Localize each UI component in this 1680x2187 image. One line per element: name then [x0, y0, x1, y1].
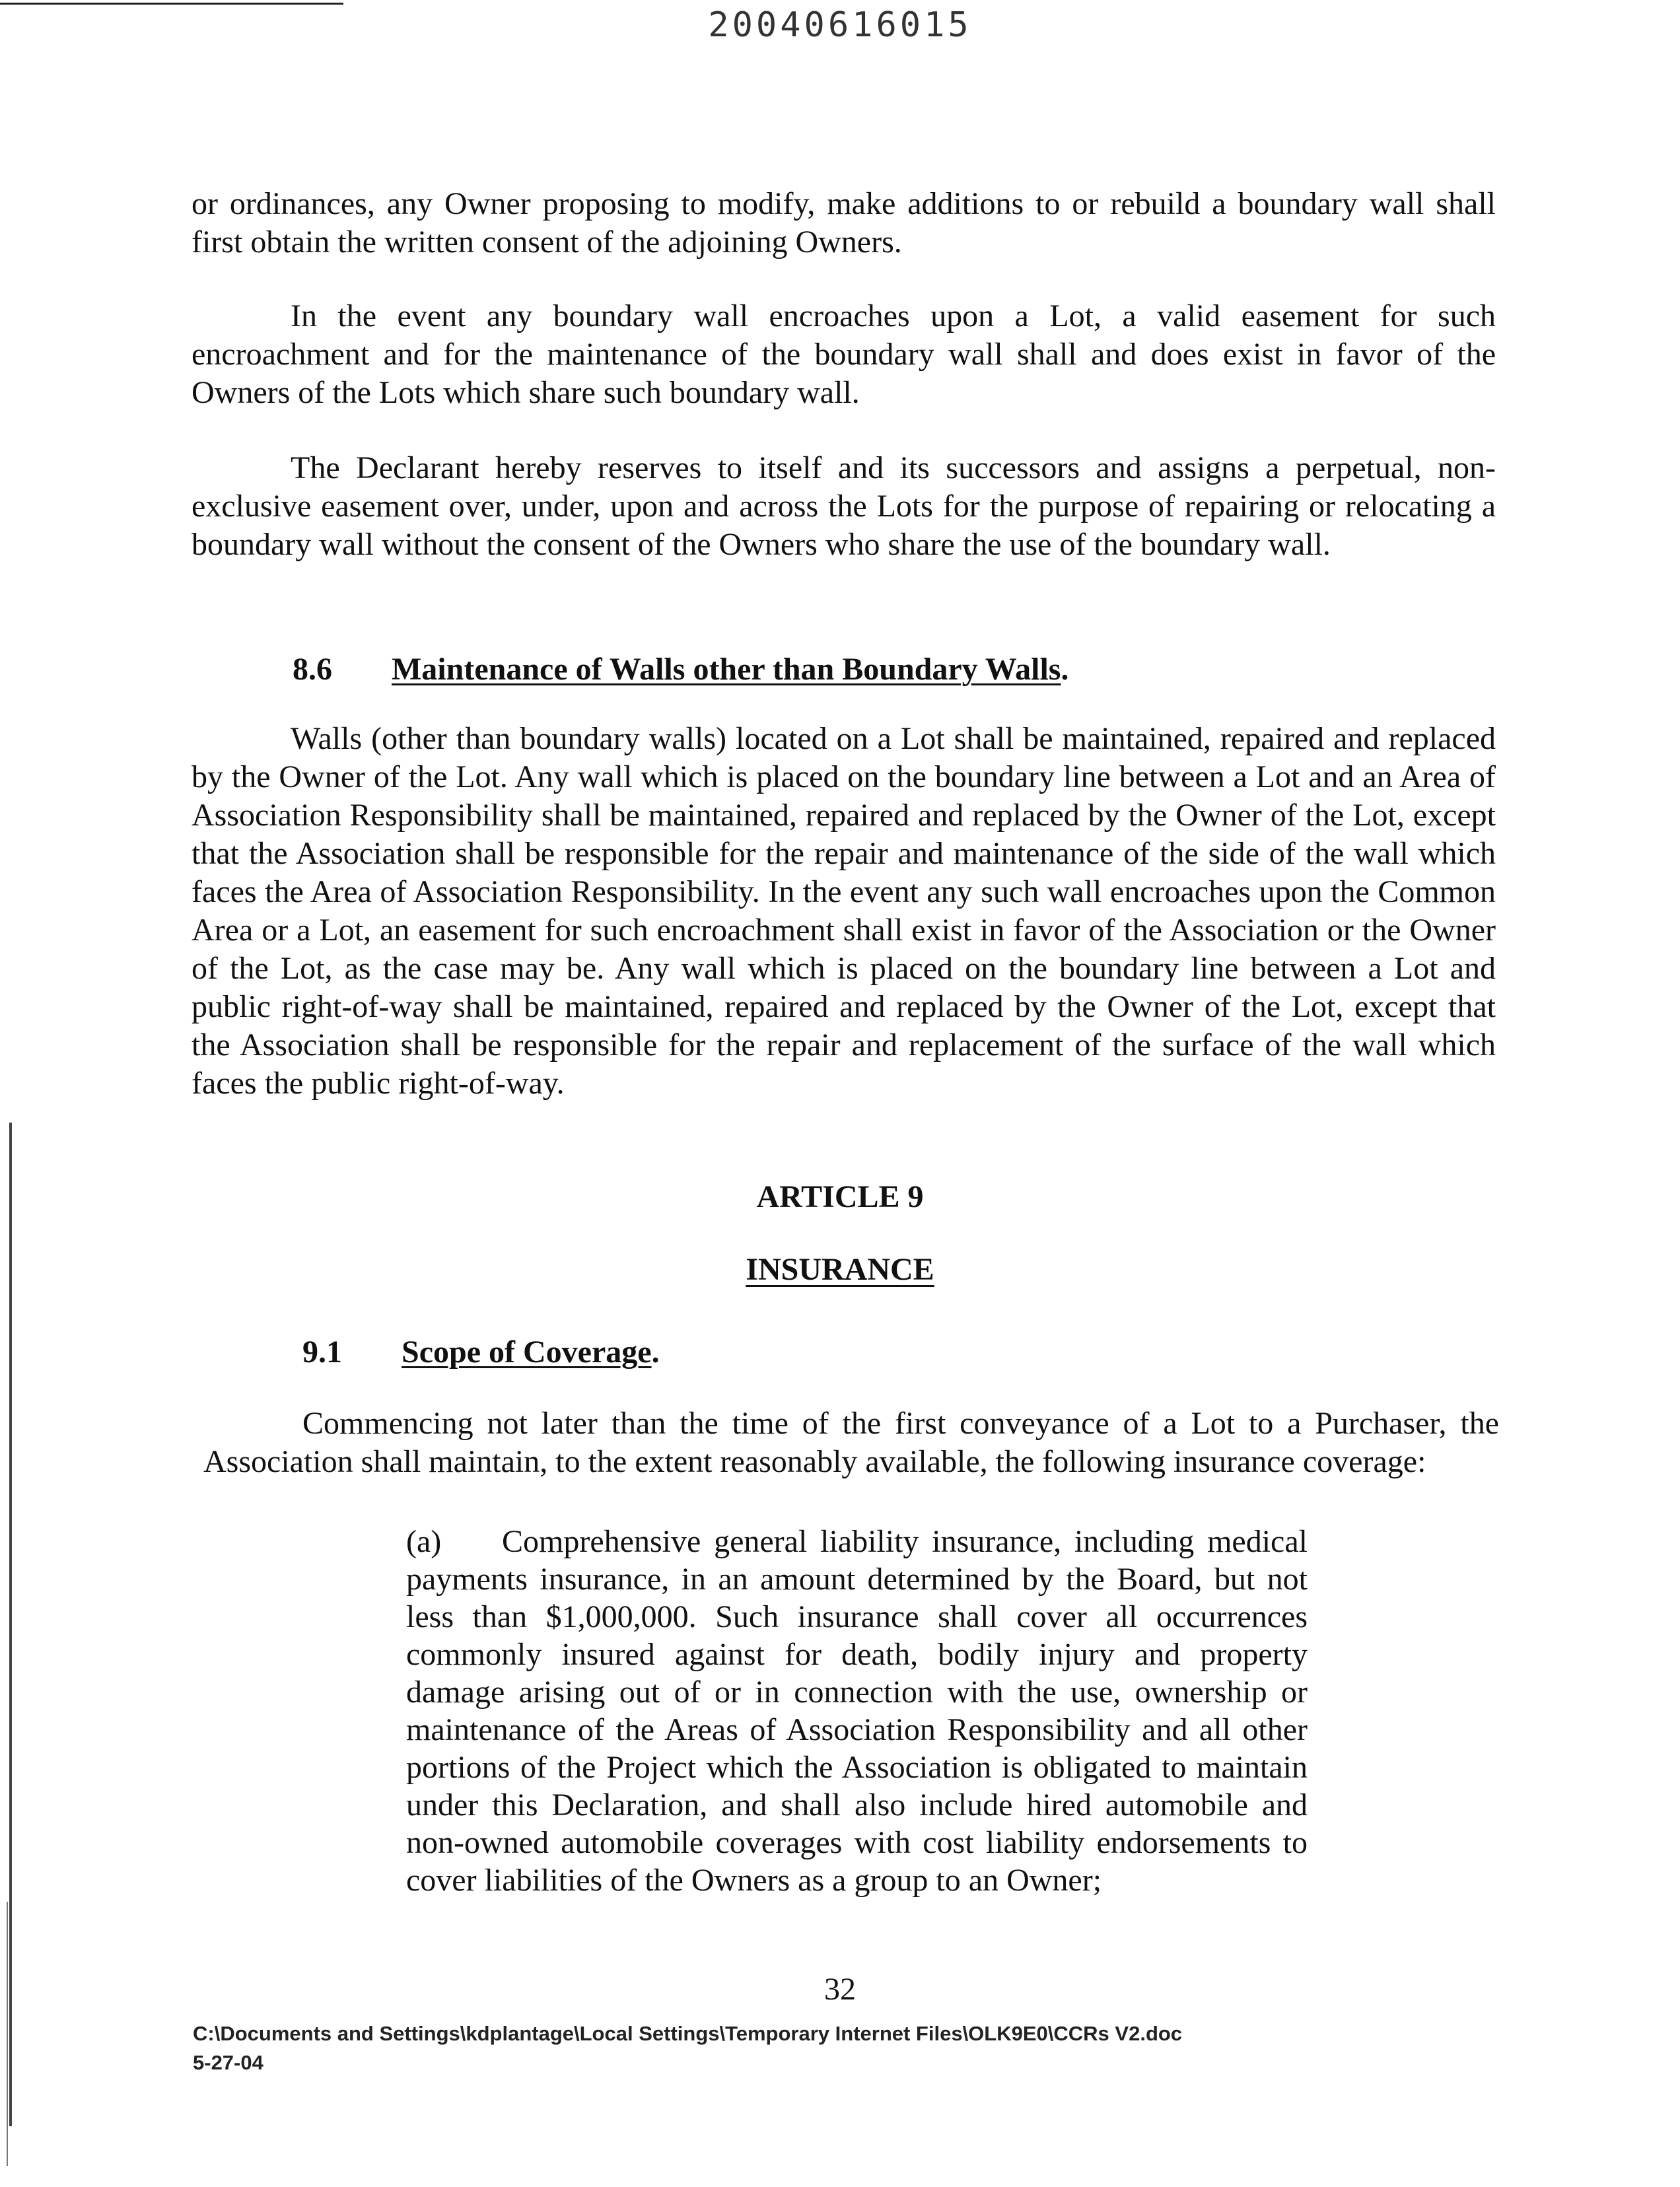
- paragraph-boundary-wall-encroachment: In the event any boundary wall encroaches upon a Lot, a valid easement for such encroachment and for the maintenance of the boundary wall shall and does exist in favor of the Owners of the Lots which share such boundary wall.: [192, 298, 1496, 410]
- article-label: ARTICLE 9: [756, 1179, 924, 1214]
- section-title-period: .: [651, 1335, 660, 1370]
- footer-file-path: C:\Documents and Settings\kdplantage\Local Settings\Temporary Internet Files\OLK9E0\CCRs V2.doc: [193, 2022, 1183, 2045]
- recording-number: 20040616015: [708, 5, 972, 45]
- scan-edge-line-secondary: [7, 1902, 8, 2166]
- section-title-period: .: [1061, 652, 1069, 687]
- subparagraph-label: (a): [406, 1524, 442, 1559]
- scan-artifact-line: [0, 3, 343, 5]
- subparagraph-a: [406, 1523, 1308, 1899]
- section-8-6-heading: [293, 651, 1068, 687]
- section-9-1-heading: [302, 1334, 660, 1370]
- section-number: 9.1: [302, 1335, 342, 1370]
- footer-date: 5-27-04: [193, 2051, 263, 2074]
- article-title: INSURANCE: [746, 1252, 934, 1287]
- paragraph-boundary-wall-consent: or ordinances, any Owner proposing to modify, make additions to or rebuild a boundary wall shall first obtain the written consent of the adjoining Owners.: [192, 186, 1496, 260]
- section-title: Maintenance of Walls other than Boundary Walls: [392, 652, 1061, 687]
- paragraph-declarant-easement: The Declarant hereby reserves to itself and its successors and assigns a perpetual, non-exclusive easement over, under, upon and across the Lots for the purpose of repairing or relocating a boundary wall without the consent of the Owners who share the use of the boundary wall.: [192, 450, 1496, 562]
- paragraph-insurance-intro: Commencing not later than the time of the first conveyance of a Lot to a Purchaser, the Association shall maintain, to the extent reasonably available, the following insurance coverage:: [203, 1406, 1499, 1479]
- page-number: 32: [824, 1972, 856, 2007]
- section-title: Scope of Coverage: [402, 1335, 652, 1370]
- subparagraph-text: Comprehensive general liability insurance, including medical payments insurance, in an amount determined by the Board, but not less than $1,000,000. Such insurance shall cover all occurrences commonly insured against for death, bodily injury and property damage arising out of or in connection with the use, ownership or maintenance of the Areas of Association Responsibility and all other portions of the Project which the Association is obligated to maintain under this Declaration, and shall also include hired automobile and non-owned automobile coverages with cost liability endorsements to cover liabilities of the Owners as a group to an Owner;: [406, 1524, 1308, 1898]
- paragraph-wall-maintenance: Walls (other than boundary walls) located on a Lot shall be maintained, repaired and replaced by the Owner of the Lot. Any wall which is placed on the boundary line between a Lot and an Area of Association Responsibility shall be maintained, repaired and replaced by the Owner of the Lot, except that the Association shall be responsible for the repair and maintenance of the side of the wall which faces the Area of Association Responsibility. In the event any such wall encroaches upon the Common Area or a Lot, an easement for such encroachment shall exist in favor of the Association or the Owner of the Lot, as the case may be. Any wall which is placed on the boundary line between a Lot and public right-of-way shall be maintained, repaired and replaced by the Owner of the Lot, except that the Association shall be responsible for the repair and replacement of the surface of the wall which faces the public right-of-way.: [192, 721, 1496, 1101]
- section-number: 8.6: [293, 652, 332, 687]
